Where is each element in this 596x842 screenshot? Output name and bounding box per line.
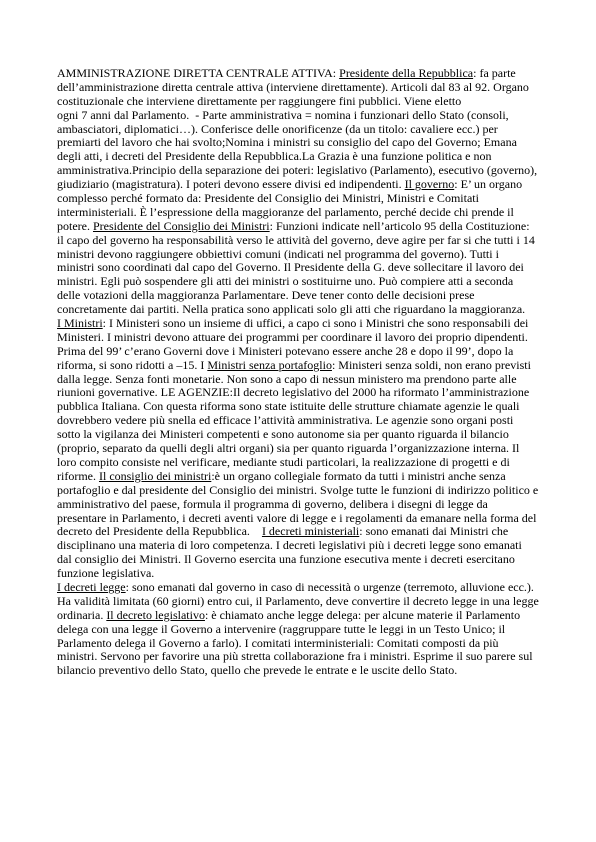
section-heading: I decreti legge	[57, 579, 126, 594]
text-line	[57, 595, 557, 609]
text-line	[57, 414, 557, 428]
text-run: ministri sono coordinati dal capo del Governo. Il Presidente della G. deve sollecitare il lavoro dei	[57, 260, 524, 275]
text-run: ordinaria.	[57, 607, 107, 622]
text-run: dovrebbero vedere più snella ed efficace l’attività amministrativa. Le agenzie sono organi posti	[57, 413, 514, 428]
text-line	[57, 498, 557, 512]
text-run: ambasciatori, diplomatici…). Conferisce delle onorificenze (da un titolo: cavaliere ecc.) per	[57, 121, 498, 136]
text-run: potere.	[57, 218, 93, 233]
text-run: concretamente dai partiti. Nella pratica sono applicati solo gli atti che riguardano la maggioranza.	[57, 302, 526, 317]
text-run: Prima del 99’ c’erano Governi dove i Ministeri potevano essere anche 28 e dopo il 99’, dopo la	[57, 343, 514, 358]
text-run: : Ministeri senza soldi, non erano previsti	[331, 357, 531, 372]
text-run: : sono emanati dai Ministri che	[359, 524, 509, 539]
text-run: amministrativa.Principio della separazione dei poteri: legislativo (Parlamento), esecutivo (governo),	[57, 163, 538, 178]
text-line	[57, 234, 557, 248]
text-run: : Funzioni indicate nell’articolo 95 della Costituzione:	[269, 218, 530, 233]
text-run: : E’ un organo	[454, 177, 523, 192]
text-line	[57, 609, 557, 623]
text-run: pubblica Italiana. Con questa riforma sono state istituite delle strutture chiamate agenzie le quali	[57, 399, 520, 414]
text-run: complesso perché formato da: Presidente del Consiglio dei Ministri, Ministri e Comitati	[57, 191, 479, 206]
text-run: dell’amministrazione diretta centrale attiva (interviene direttamente). Articoli dal 83 al 92. Organo	[57, 79, 529, 94]
text-run: delega con una legge il Governo a intervenire (raggruppare tutte le leggi in un Testo Unico; il	[57, 621, 506, 636]
text-run: Ministeri. I ministri devono attuare dei programmi per coordinare il lavoro dei proprio dipendenti.	[57, 329, 528, 344]
text-line	[57, 289, 557, 303]
text-line	[57, 261, 557, 275]
text-line	[57, 275, 557, 289]
text-line	[57, 637, 557, 651]
text-run: giudiziario (magistratura). I poteri devono essere divisi ed indipendenti.	[57, 177, 405, 192]
text-run: Ha validità limitata (60 giorni) entro cui, il Parlamento, deve convertire il decreto legge in una legge	[57, 593, 539, 608]
text-line	[57, 95, 557, 109]
text-line	[57, 206, 557, 220]
text-run: dalla legge. Senza fonti monetarie. Non sono a capo di nessun ministero ma prendono parte alle	[57, 371, 517, 386]
text-run: portafoglio e dal presidente del Consiglio dei ministri. Svolge tutte le funzioni di indirizzo politico e	[57, 482, 539, 497]
text-line	[57, 428, 557, 442]
section-heading: Presidente della Repubblica	[339, 66, 474, 80]
text-run: riforme.	[57, 468, 99, 483]
text-line	[57, 581, 557, 595]
text-line	[57, 123, 557, 137]
text-line	[57, 303, 557, 317]
text-run: loro compito consiste nel verificare, mediante studi particolari, la realizzazione di progetti e di	[57, 454, 510, 469]
text-line	[57, 150, 557, 164]
text-run: : sono emanati dal governo in caso di necessità o urgenze (terremoto, alluvione ecc.).	[125, 579, 534, 594]
section-heading: Il decreto legislativo	[106, 607, 205, 622]
text-run: disciplinano una materia di loro competenza. I decreti legislativi più i decreti legge sono emanati	[57, 538, 522, 553]
text-run: ministri devono raggiungere obbiettivi comuni (indicati nel programma del governo). Tutti i	[57, 246, 499, 261]
text-line	[57, 484, 557, 498]
text-run: : è chiamato anche legge delega: per alcune materie il Parlamento	[204, 607, 521, 622]
text-run: bilancio preventivo dello Stato, quello che prevede le entrate e le uscite dello Stato.	[57, 663, 458, 678]
text-line	[57, 164, 557, 178]
text-run: decreto del Presidente della Repubblica.	[57, 524, 262, 539]
text-line	[57, 400, 557, 414]
text-line	[57, 512, 557, 526]
text-run: ministri. Egli può sospendere gli atti dei ministri o sostituirne uno. Può compiere atti a seconda	[57, 274, 514, 289]
text-run: interministeriali. È l’espressione della maggioranze del parlamento, perché decide chi prende il	[57, 204, 514, 219]
section-heading: Presidente del Consiglio dei Ministri	[92, 218, 270, 233]
text-line	[57, 650, 557, 664]
text-run: degli atti, i decreti del Presidente della Repubblica.La Grazia è una funzione politica e non	[57, 149, 492, 164]
text-line	[57, 345, 557, 359]
text-run: premiarti del lavoro che hai svolto;Nomina i ministri su consiglio del capo del Governo; Emana	[57, 135, 517, 150]
text-line	[57, 470, 557, 484]
text-run: riunioni governative. LE AGENZIE:Il decreto legislativo del 2000 ha riformato l’amministrazione	[57, 385, 530, 400]
text-line	[57, 136, 557, 150]
text-run: ogni 7 anni dal Parlamento. - Parte amministrativa = nomina i funzionari dello Stato (consoli,	[57, 107, 509, 122]
text-run: dal consiglio dei Ministri. Il Governo esercita una funzione esecutiva mente i decreti esercitano	[57, 552, 515, 567]
text-line	[57, 67, 557, 81]
section-heading: Il governo	[404, 177, 455, 192]
text-run: ministri. Servono per favorire una più stretta collaborazione fra i ministri. Esprime il suo parere sul	[57, 649, 533, 664]
text-line	[57, 220, 557, 234]
text-line	[57, 248, 557, 262]
text-run: :è un organo collegiale formato da tutti i ministri anche senza	[211, 468, 506, 483]
text-line	[57, 317, 557, 331]
text-line	[57, 442, 557, 456]
text-line	[57, 386, 557, 400]
text-line	[57, 331, 557, 345]
text-line	[57, 192, 557, 206]
text-run: delle votazioni della maggioranza Parlamentare. Deve tener conto delle decisioni prese	[57, 288, 475, 303]
text-line	[57, 373, 557, 387]
text-line	[57, 359, 557, 373]
text-run: : fa parte	[473, 66, 516, 80]
section-heading: Ministri senza portafoglio	[207, 357, 332, 372]
text-line	[57, 525, 557, 539]
text-line	[57, 456, 557, 470]
text-run: presentare in Parlamento, i decreti aventi valore di legge e i regolamenti da emanare nella forma del	[57, 510, 537, 525]
text-line	[57, 81, 557, 95]
text-line	[57, 623, 557, 637]
text-run: il capo del governo ha responsabilità verso le attività del governo, deve agire per far si che tutti i 14	[57, 232, 535, 247]
text-run: riforma, si sono ridotti a –15. I	[57, 357, 208, 372]
text-line	[57, 109, 557, 123]
text-run: sotto la vigilanza dei Ministeri competenti e sono autonome sia per quanto riguarda il bilancio	[57, 427, 509, 442]
text-run: AMMINISTRAZIONE DIRETTA CENTRALE ATTIVA:	[57, 66, 340, 80]
text-line	[57, 539, 557, 553]
text-line	[57, 178, 557, 192]
text-run: (proprio, separato da quelli degli altri organi) sia per quanto riguarda l’organizzazione interna. Il	[57, 441, 520, 456]
section-heading: I Ministri	[57, 316, 103, 331]
text-line	[57, 567, 557, 581]
text-run: : I Ministeri sono un insieme di uffici, a capo ci sono i Ministri che sono responsabili dei	[102, 316, 529, 331]
section-heading: I decreti ministeriali	[261, 524, 360, 539]
section-heading: Il consiglio dei ministri	[98, 468, 212, 483]
text-run: amministrativo del paese, formula il programma di governo, delibera i disegni di legge da	[57, 496, 488, 511]
text-line	[57, 553, 557, 567]
text-run: funzione legislativa.	[57, 566, 155, 581]
document-body	[57, 67, 557, 678]
text-run: costituzionale che interviene direttamente per raggiungere fini pubblici. Viene eletto	[57, 93, 462, 108]
text-line	[57, 664, 557, 678]
text-run: Parlamento delega il Governo a farlo). I comitati interministeriali: Comitati composti da più	[57, 635, 499, 650]
